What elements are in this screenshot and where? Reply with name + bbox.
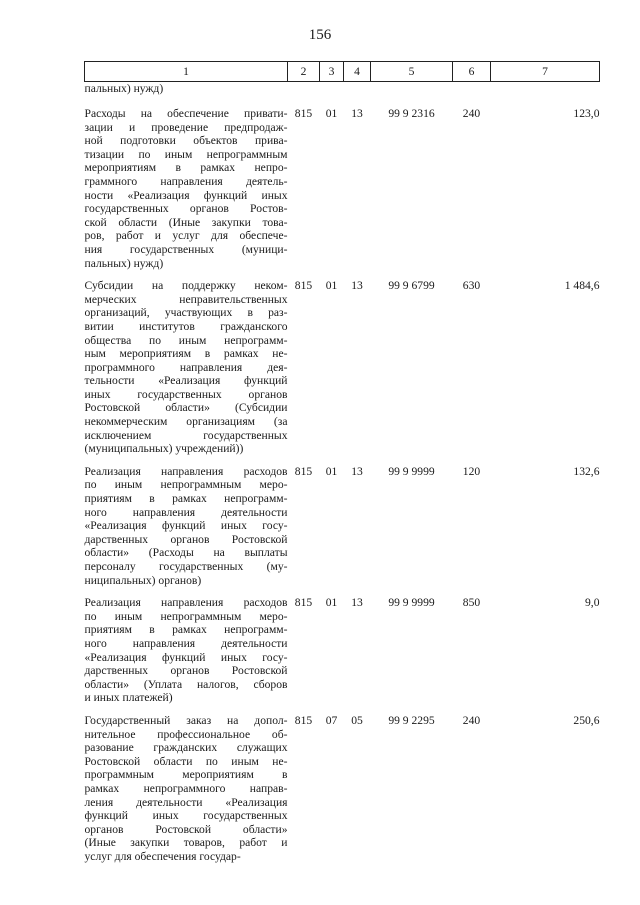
code-ministry: 815 <box>294 596 313 610</box>
description-line: программного направления дея- <box>84 360 288 374</box>
code-target-article: 99 9 2295 <box>388 713 435 727</box>
description-line: персоналу государственных (му- <box>84 560 288 573</box>
amount: 250,6 <box>573 713 600 727</box>
code-target-article: 99 9 2316 <box>388 107 435 120</box>
description-line: мерческих неправительственных <box>84 292 288 306</box>
description-line: витии институтов гражданского <box>84 319 288 333</box>
code-subsection: 05 <box>351 713 363 727</box>
continuation-text <box>85 82 288 99</box>
description-line: области» (Уплата налогов, сборов <box>84 677 288 691</box>
code-section: 01 <box>325 596 338 610</box>
description-line: ров, работ и услуг для обеспече- <box>84 229 288 243</box>
table-row <box>85 270 600 456</box>
continuation-lines <box>85 82 288 96</box>
table-header-row <box>85 62 600 82</box>
description-line: Ростовской области» (Субсидии <box>84 401 288 415</box>
description-line: дарственных органов Ростовской <box>84 664 288 678</box>
code-target-article: 99 9 9999 <box>388 464 435 478</box>
code-subsection: 13 <box>351 464 363 478</box>
amount: 123,0 <box>573 107 600 120</box>
description-line: ской области (Иные закупки това- <box>84 215 288 229</box>
code-section: 01 <box>325 107 338 120</box>
code-target-article: 99 9 9999 <box>388 596 435 610</box>
description-line: ния государственных (муници- <box>84 242 288 256</box>
header-col-6: 6 <box>453 62 491 82</box>
description-line: ной подготовки объектов прива- <box>84 134 288 148</box>
header-col-7: 7 <box>491 62 600 82</box>
continuation-row <box>85 82 600 99</box>
description-line: приятиям в рамках непрограмм- <box>84 492 288 506</box>
row-description <box>85 456 288 587</box>
description-line: исключением государственных <box>84 428 288 442</box>
description-line: (муниципальных) учреждений)) <box>84 442 244 456</box>
description-line: зации и проведение предпродаж- <box>84 120 288 134</box>
description-line: Субсидии на поддержку неком- <box>84 279 288 293</box>
table-row <box>85 587 600 705</box>
description-line: приятиям в рамках непрограмм- <box>84 623 288 637</box>
table-row <box>85 705 600 864</box>
budget-table <box>84 61 600 863</box>
header-col-5: 5 <box>371 62 453 82</box>
code-expense-type: 240 <box>462 713 481 727</box>
description-line: функций иных государственных <box>84 809 288 823</box>
description-line: разование гражданских служащих <box>84 741 288 755</box>
description-line: общества по иным непрограмм- <box>84 333 288 347</box>
page-number: 156 <box>308 27 332 43</box>
description-line: (Иные закупки товаров, работ и <box>84 836 288 850</box>
code-expense-type: 120 <box>462 464 481 478</box>
description-line: услуг для обеспечения государ- <box>84 849 241 863</box>
amount: 9,0 <box>585 596 600 610</box>
description-line: тизации по иным непрограммным <box>84 147 288 161</box>
header-col-4: 4 <box>344 62 371 82</box>
description-line: и иных платежей) <box>84 691 173 705</box>
description-line: тельности «Реализация функций <box>84 374 288 388</box>
description-line: Реализация направления расходов <box>84 464 288 478</box>
description-line: ности «Реализация функций иных <box>84 188 288 202</box>
code-target-article: 99 9 6799 <box>388 279 435 293</box>
amount: 1 484,6 <box>564 279 600 293</box>
header-col-3: 3 <box>320 62 344 82</box>
description-line: по иным непрограммным меро- <box>84 609 288 623</box>
table-row <box>85 98 600 270</box>
description-line: мероприятиям в рамках непро- <box>84 161 288 175</box>
code-ministry: 815 <box>294 464 313 478</box>
description-line: «Реализация функций иных госу- <box>84 650 288 664</box>
description-line: ным мероприятиям в рамках не- <box>84 347 288 361</box>
header-col-1: 1 <box>85 62 288 82</box>
description-line: иных государственных органов <box>84 387 288 401</box>
description-line: организаций, участвующих в раз- <box>84 306 288 320</box>
description-line: программным мероприятиям в <box>84 768 288 782</box>
description-line: пальных) нужд) <box>84 256 164 270</box>
row-description-lines <box>85 465 288 587</box>
description-line: граммного направления деятель- <box>84 174 288 188</box>
description-line: Реализация направления расходов <box>84 596 288 610</box>
code-section: 01 <box>325 464 338 478</box>
description-line: пальных) нужд) <box>84 82 164 95</box>
row-description <box>85 270 288 456</box>
description-line: органов Ростовской области» <box>84 822 288 836</box>
row-description <box>85 587 288 705</box>
row-description-lines <box>85 279 288 456</box>
description-line: «Реализация функций иных госу- <box>84 519 288 533</box>
description-line: некоммерческим организациям (за <box>84 415 288 429</box>
row-description-lines <box>85 107 288 270</box>
code-expense-type: 850 <box>462 596 481 610</box>
code-section: 07 <box>325 713 338 727</box>
code-subsection: 13 <box>351 279 363 293</box>
header-col-2: 2 <box>288 62 320 82</box>
description-line: государственных органов Ростов- <box>84 202 288 216</box>
code-ministry: 815 <box>294 713 313 727</box>
description-line: области» (Расходы на выплаты <box>84 546 288 560</box>
description-line: Расходы на обеспечение привати- <box>84 107 288 120</box>
row-description-lines <box>85 596 288 705</box>
description-line: дарственных органов Ростовской <box>84 532 288 546</box>
description-line: Ростовской области по иным не- <box>84 754 288 768</box>
description-line: по иным непрограммным меро- <box>84 478 288 492</box>
code-ministry: 815 <box>294 107 313 120</box>
row-description-lines <box>85 714 288 864</box>
code-ministry: 815 <box>294 279 313 293</box>
description-line: ного направления деятельности <box>84 636 288 650</box>
description-line: нительное профессиональное об- <box>84 727 288 741</box>
code-subsection: 13 <box>351 596 363 610</box>
row-description <box>85 705 288 864</box>
description-line: Государственный заказ на допол- <box>84 713 288 727</box>
row-description <box>85 98 288 270</box>
description-line: ного направления деятельности <box>84 505 288 519</box>
description-line: ления деятельности «Реализация <box>84 795 288 809</box>
code-expense-type: 630 <box>462 279 481 293</box>
code-subsection: 13 <box>351 107 363 120</box>
code-section: 01 <box>325 279 338 293</box>
table-row <box>85 456 600 587</box>
description-line: рамках непрограммного направ- <box>84 781 288 795</box>
code-expense-type: 240 <box>462 107 481 120</box>
description-line: ниципальных) органов) <box>84 573 202 587</box>
amount: 132,6 <box>573 464 600 478</box>
